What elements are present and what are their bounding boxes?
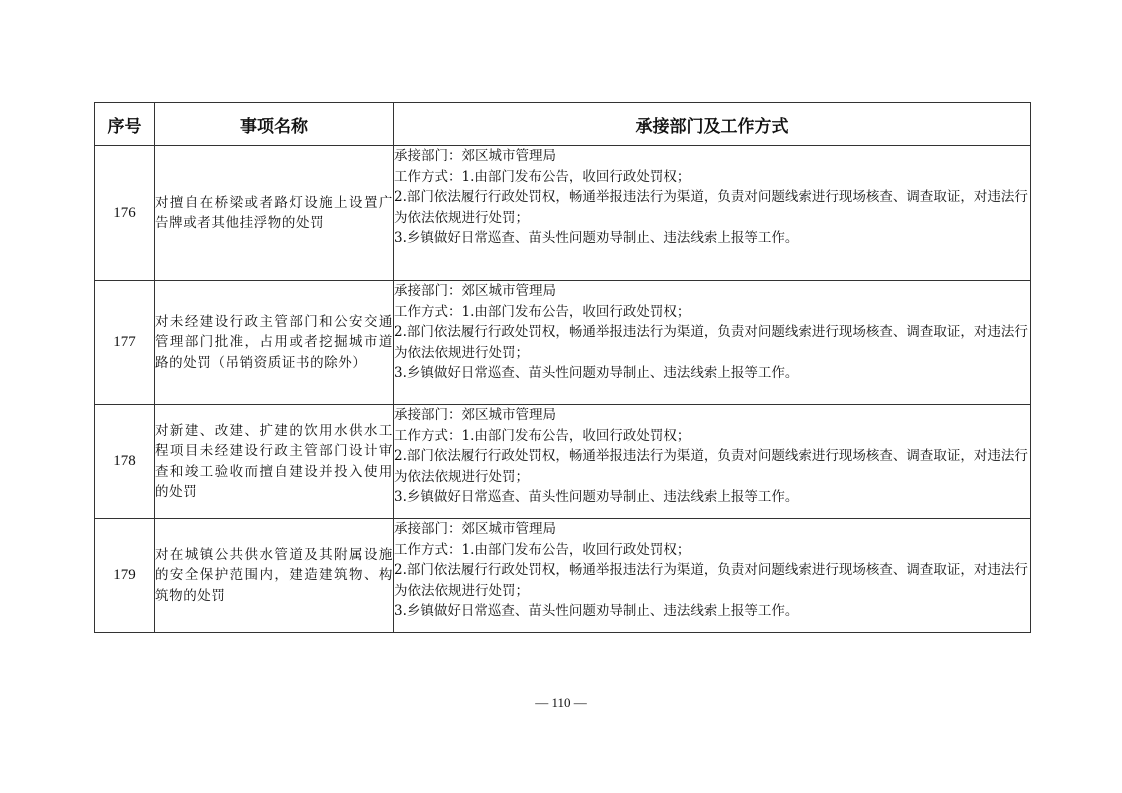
row-item-name: 对在城镇公共供水管道及其附属设施的安全保护范围内，建造建筑物、构筑物的处罚 (155, 519, 394, 633)
row-item-name: 对未经建设行政主管部门和公安交通管理部门批准，占用或者挖掘城市道路的处罚（吊销资质证书的除外） (155, 281, 394, 405)
dept-step-2: 2.部门依法履行行政处罚权，畅通举报违法行为渠道，负责对问题线索进行现场核查、调查取证，对违法行为依法依规进行处罚； (394, 562, 1028, 599)
dept-step-3: 3.乡镇做好日常巡查、苗头性问题劝导制止、违法线索上报等工作。 (394, 230, 799, 246)
items-table (94, 102, 1031, 633)
row-serial-number: 179 (95, 519, 155, 633)
dept-step-2: 2.部门依法履行行政处罚权，畅通举报违法行为渠道，负责对问题线索进行现场核查、调查取证，对违法行为依法依规进行处罚； (394, 189, 1028, 226)
row-serial-number: 177 (95, 281, 155, 405)
dept-step-3: 3.乡镇做好日常巡查、苗头性问题劝导制止、违法线索上报等工作。 (394, 603, 799, 619)
dept-work-method: 工作方式：1.由部门发布公告，收回行政处罚权； (394, 427, 691, 444)
dept-undertaking-department: 承接部门：郊区城市管理局 (394, 407, 556, 423)
row-serial-number: 176 (95, 146, 155, 281)
dept-step-3: 3.乡镇做好日常巡查、苗头性问题劝导制止、违法线索上报等工作。 (394, 489, 799, 505)
header-department-method: 承接部门及工作方式 (394, 103, 1031, 146)
row-item-name: 对新建、改建、扩建的饮用水供水工程项目未经建设行政主管部门设计审查和竣工验收而擅自建设并投入使用的处罚 (155, 405, 394, 519)
row-item-name: 对擅自在桥梁或者路灯设施上设置广告牌或者其他挂浮物的处罚 (155, 146, 394, 281)
header-item-name: 事项名称 (155, 103, 394, 146)
dept-undertaking-department: 承接部门：郊区城市管理局 (394, 521, 556, 537)
table-header-row (95, 103, 1031, 146)
dept-step-2: 2.部门依法履行行政处罚权，畅通举报违法行为渠道，负责对问题线索进行现场核查、调查取证，对违法行为依法依规进行处罚； (394, 448, 1028, 485)
table-row (95, 281, 1031, 405)
table-row (95, 519, 1031, 633)
dept-work-method: 工作方式：1.由部门发布公告，收回行政处罚权； (394, 303, 691, 320)
row-department-method (394, 146, 1031, 281)
dept-undertaking-department: 承接部门：郊区城市管理局 (394, 283, 556, 299)
dept-step-2: 2.部门依法履行行政处罚权，畅通举报违法行为渠道，负责对问题线索进行现场核查、调查取证，对违法行为依法依规进行处罚； (394, 324, 1028, 361)
header-serial-number: 序号 (95, 103, 155, 146)
row-department-method (394, 281, 1031, 405)
dept-work-method: 工作方式：1.由部门发布公告，收回行政处罚权； (394, 541, 691, 558)
row-department-method (394, 405, 1031, 519)
row-serial-number: 178 (95, 405, 155, 519)
row-department-method (394, 519, 1031, 633)
dept-work-method: 工作方式：1.由部门发布公告，收回行政处罚权； (394, 168, 691, 185)
table-row (95, 146, 1031, 281)
dept-undertaking-department: 承接部门：郊区城市管理局 (394, 148, 556, 164)
table-row (95, 405, 1031, 519)
dept-step-3: 3.乡镇做好日常巡查、苗头性问题劝导制止、违法线索上报等工作。 (394, 365, 799, 381)
page-number: — 110 — (535, 695, 587, 710)
